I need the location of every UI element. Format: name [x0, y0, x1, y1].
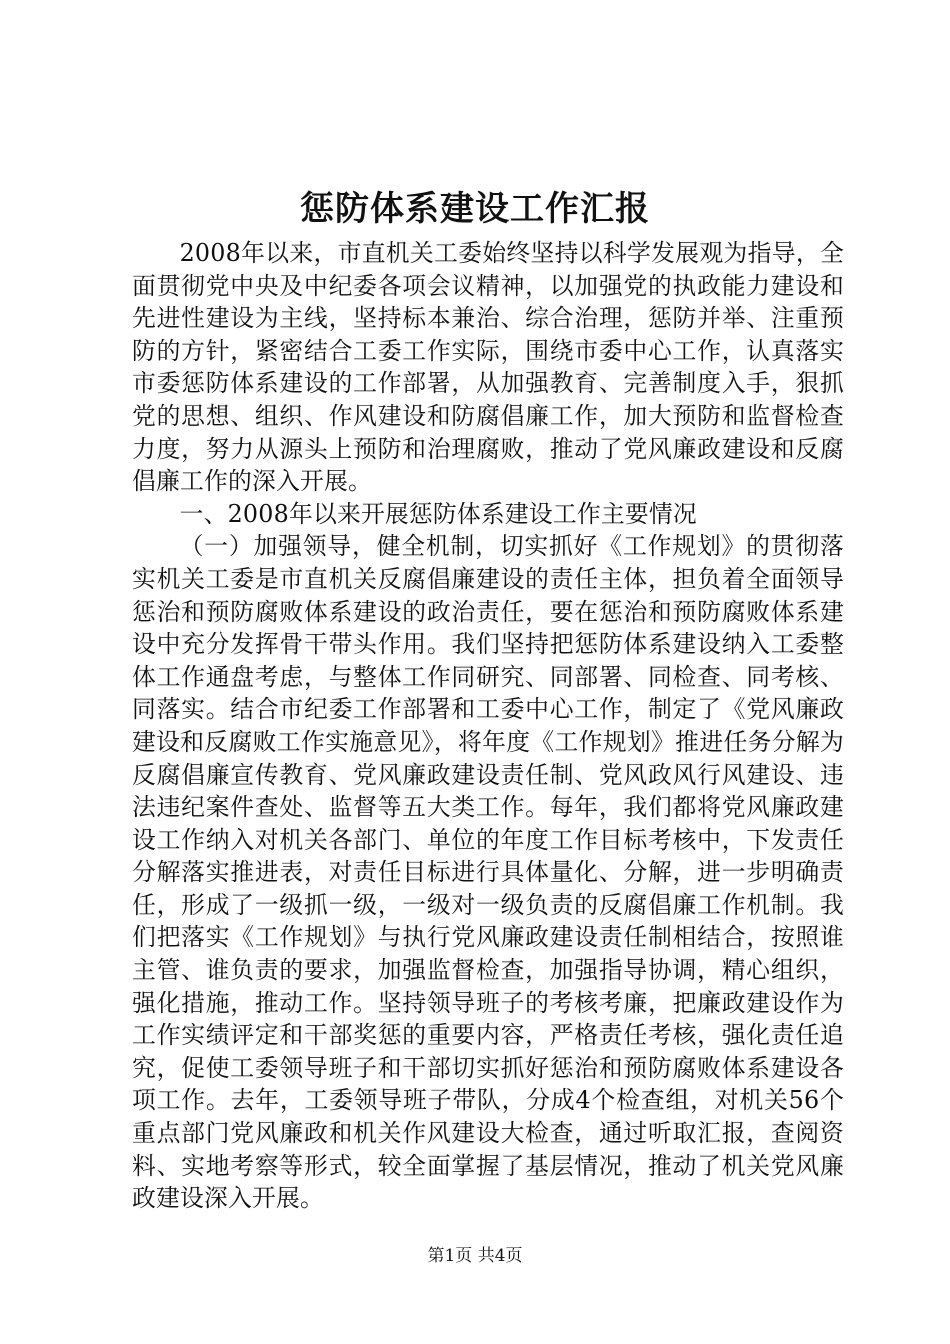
section-heading: 一、2008年以来开展惩防体系建设工作主要情况 — [179, 499, 697, 528]
paragraph-section-1: （一）加强领导，健全机制，切实抓好《工作规划》的贯彻落实机关工委是市直机关反腐倡廉建设的责任主体，担负着全面领导惩治和预防腐败体系建设的政治责任，要在惩治和预防腐败体系建设中充分发挥骨干带头作用。我们坚持把惩防体系建设纳入工委整体工作通盘考虑，与整体工作同研究、同部署、同检查、同考核、同落实。结合市纪委工作部署和工委中心工作，制定了《党风廉政建设和反腐败工作实施意见》，将年度《工作规划》推进任务分解为反腐倡廉宣传教育、党风廉政建设责任制、党风政风行风建设、违法违纪案件查处、监督等五大类工作。每年，我们都将党风廉政建设工作纳入对机关各部门、单位的年度工作目标考核中，下发责任分解落实推进表，对责任目标进行具体量化、分解，进一步明确责任，形成了一级抓一级，一级对一级负责的反腐倡廉工作机制。我们把落实《工作规划》与执行党风廉政建设责任制相结合，按照谁主管、谁负责的要求，加强监督检查，加强指导协调，精心组织，强化措施，推动工作。坚持领导班子的考核考廉，把廉政建设作为工作实绩评定和干部奖惩的重要内容，严格责任考核，强化责任追究，促使工委领导班子和干部切实抓好惩治和预防腐败体系建设各项工作。去年，工委领导班子带队，分成4个检查组，对机关56个重点部门党风廉政和机关作风建设大检查，通过听取汇报，查阅资料、实地考察等形式，较全面掌握了基层情况，推动了机关党风廉政建设深入开展。 — [132, 532, 844, 1213]
paragraph-intro: 2008年以来，市直机关工委始终坚持以科学发展观为指导，全面贯彻党中央及中纪委各项会议精神，以加强党的执政能力建设和先进性建设为主线，坚持标本兼治、综合治理，惩防并举、注重预防的方针，紧密结合工委工作实际，围绕市委中心工作，认真落实市委惩防体系建设的工作部署，从加强教育、完善制度入手，狠抓党的思想、组织、作风建设和防腐倡廉工作，加大预防和监督检查力度，努力从源头上预防和治理腐败，推动了党风廉政建设和反腐倡廉工作的深入开展。 — [132, 239, 844, 496]
page-number-footer: 第1页 共4页 — [427, 1246, 523, 1266]
document-body — [132, 237, 844, 1215]
document-title: 惩防体系建设工作汇报 — [300, 189, 650, 229]
